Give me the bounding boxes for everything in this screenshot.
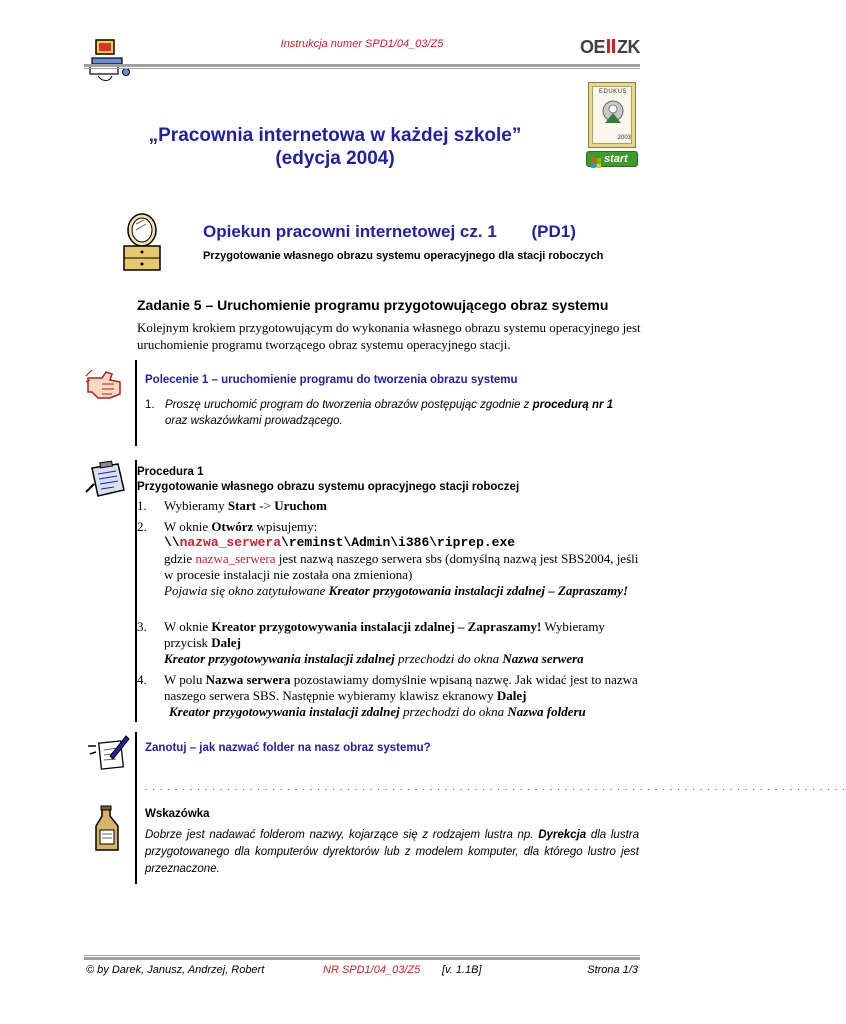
stamp-name: EDUKUS bbox=[598, 89, 627, 95]
mirror-icon bbox=[118, 212, 166, 272]
step2-text-g: Pojawia się okno zatytułowane bbox=[164, 583, 326, 598]
footer-version: [v. 1.1B] bbox=[442, 964, 482, 976]
step3-wizard-name: Kreator przygotowywania instalacji zdalnej bbox=[164, 651, 395, 666]
pen-paper-icon bbox=[86, 732, 130, 772]
document-title bbox=[110, 124, 560, 170]
section-title-text: Opiekun pracowni internetowej cz. 1 bbox=[203, 222, 497, 241]
step2-server-name: nazwa_serwera bbox=[195, 551, 276, 566]
step-number: 4. bbox=[137, 672, 147, 687]
svg-text:ZK: ZK bbox=[617, 37, 640, 57]
step2-text-d: gdzie bbox=[164, 551, 193, 566]
hint-text-a: Dobrze jest nadawać folderom nazwy, kojarzące się z rodzajem lustra np. bbox=[145, 829, 534, 841]
start-label: start bbox=[604, 153, 628, 165]
step1-text-a: Wybieramy bbox=[164, 498, 225, 513]
step2-text-f: jest nazwą naszego serwera sbs (domyślną nazwą jest SBS2004, jeśli w procesie instalacji nie została ona zmieniona) bbox=[164, 551, 639, 582]
command-item bbox=[145, 397, 635, 429]
step2-window-name: Kreator przygotowania instalacji zdalnej – Zapraszamy! bbox=[328, 583, 629, 598]
path-suffix: \reminst\Admin\i386\riprep.exe bbox=[281, 535, 516, 550]
pointing-hand-icon bbox=[84, 364, 128, 408]
procedure-step-2 bbox=[137, 519, 642, 599]
step1-start: Start bbox=[227, 498, 257, 513]
command-title: Polecenie 1 – uruchomienie programu do tworzenia obrazu systemu bbox=[145, 374, 518, 386]
step4-text-f: przechodzi do okna bbox=[403, 704, 505, 719]
title-line-2: (edycja 2004) bbox=[275, 148, 395, 169]
step3-target-window: Nazwa serwera bbox=[502, 651, 584, 666]
command-text-c: oraz wskazówkami prowadzącego. bbox=[165, 415, 343, 427]
step4-text-c: pozostawiamy domyślnie wpisaną nazwę. Jak widać jest to nazwa naszego serwera SBS. Następnie wybieramy klawisz ekranowy bbox=[164, 672, 638, 703]
step1-run: Uruchom bbox=[274, 498, 327, 513]
procedure-title: Procedura 1 bbox=[137, 466, 204, 478]
header-rule bbox=[84, 64, 640, 67]
footer-rule bbox=[84, 957, 640, 960]
step4-field-name: Nazwa serwera bbox=[205, 672, 291, 687]
footer-page-number: Strona 1/3 bbox=[587, 964, 638, 976]
step2-text-a: W oknie bbox=[164, 519, 209, 534]
hint-text bbox=[145, 827, 639, 878]
step3-text-c: Wybieramy przycisk bbox=[164, 619, 605, 650]
step4-wizard-name: Kreator przygotowywania instalacji zdalnej bbox=[169, 704, 400, 719]
task-title: Zadanie 5 – Uruchomienie programu przygotowującego obraz systemu bbox=[137, 297, 609, 313]
section-code: (PD1) bbox=[531, 222, 576, 241]
command-procedure-ref: procedurą nr 1 bbox=[532, 399, 614, 411]
path-server-name: nazwa_serwera bbox=[179, 535, 282, 550]
task-description: Kolejnym krokiem przygotowującym do wykonania własnego obrazu systemu operacyjnego jest uruchomienie programu tworzącego obraz systemu operacyjnego stacji. bbox=[137, 320, 641, 352]
header-instruction-number: Instrukcja numer SPD1/04_03/Z5 bbox=[280, 38, 444, 50]
step2-text-c: wpisujemy: bbox=[256, 519, 318, 534]
note-margin-bar bbox=[135, 732, 137, 884]
hint-example: Dyrekcja bbox=[538, 829, 587, 841]
procedure-subtitle: Przygotowanie własnego obrazu systemu opracyjnego stacji roboczej bbox=[137, 481, 520, 493]
section-title bbox=[203, 222, 576, 242]
clipboard-icon bbox=[84, 460, 130, 500]
svg-text:OE: OE bbox=[580, 37, 606, 57]
step2-command-path bbox=[164, 535, 642, 551]
step-number: 2. bbox=[137, 519, 147, 534]
footer-doc-number: NR SPD1/04_03/Z5 bbox=[323, 964, 421, 976]
section-subtitle: Przygotowanie własnego obrazu systemu operacyjnego dla stacji roboczych bbox=[203, 250, 604, 262]
title-line-1: „Pracownia internetowa w każdej szkole” bbox=[148, 125, 522, 146]
step3-text-f: przechodzi do okna bbox=[398, 651, 500, 666]
stamp-face-icon bbox=[599, 99, 627, 127]
note-answer-line[interactable]: . . . . . . . . . . . . . . . . . . . . . . . . . . . . . . . . . . . . . . . . . . . . . . . . . . . . . . . . . . . . . . . . . . . . . . . . . . . . . . . . . . . . . . . . . . . . . . bbox=[145, 782, 846, 792]
command-item-number: 1. bbox=[145, 399, 155, 411]
hint-title: Wskazówka bbox=[145, 808, 210, 820]
oeiizk-logo bbox=[580, 36, 642, 56]
header-rule-thin bbox=[84, 68, 640, 69]
procedure-header bbox=[137, 465, 519, 495]
step1-arrow: -> bbox=[259, 498, 271, 513]
footer-rule-thin bbox=[84, 955, 640, 956]
stamp-year: 2003 bbox=[617, 135, 631, 141]
step3-text-a: W oknie bbox=[164, 619, 209, 634]
step4-target-window: Nazwa folderu bbox=[507, 704, 586, 719]
command-margin-bar bbox=[135, 360, 137, 446]
windows-logo-icon bbox=[591, 155, 601, 165]
footer-authors: © by Darek, Janusz, Andrzej, Robert bbox=[86, 964, 265, 976]
step4-next-button: Dalej bbox=[496, 688, 527, 703]
edukus-stamp bbox=[588, 82, 636, 148]
step4-text-a: W polu bbox=[164, 672, 203, 687]
step3-window-name: Kreator przygotowywania instalacji zdalnej – Zapraszamy! bbox=[211, 619, 542, 634]
path-prefix: \\ bbox=[164, 535, 180, 550]
procedure-step-4 bbox=[137, 672, 642, 720]
hint-text-c: dla lustra przygotowanego dla komputerów dyrektorów lub z modelem komputer, dla którego lustro jest przeznaczone. bbox=[145, 829, 640, 875]
step-number: 1. bbox=[137, 498, 147, 513]
note-title: Zanotuj – jak nazwać folder na nasz obraz systemu? bbox=[145, 742, 431, 754]
procedure-step-1 bbox=[137, 498, 642, 514]
step2-open: Otwórz bbox=[211, 519, 254, 534]
start-button[interactable] bbox=[586, 151, 638, 167]
bottle-message-icon bbox=[88, 806, 128, 854]
command-text-a: Proszę uruchomić program do tworzenia obrazów postępując zgodnie z bbox=[165, 399, 530, 411]
step3-next-button: Dalej bbox=[211, 635, 241, 650]
procedure-step-3 bbox=[137, 619, 642, 667]
step-number: 3. bbox=[137, 619, 147, 634]
